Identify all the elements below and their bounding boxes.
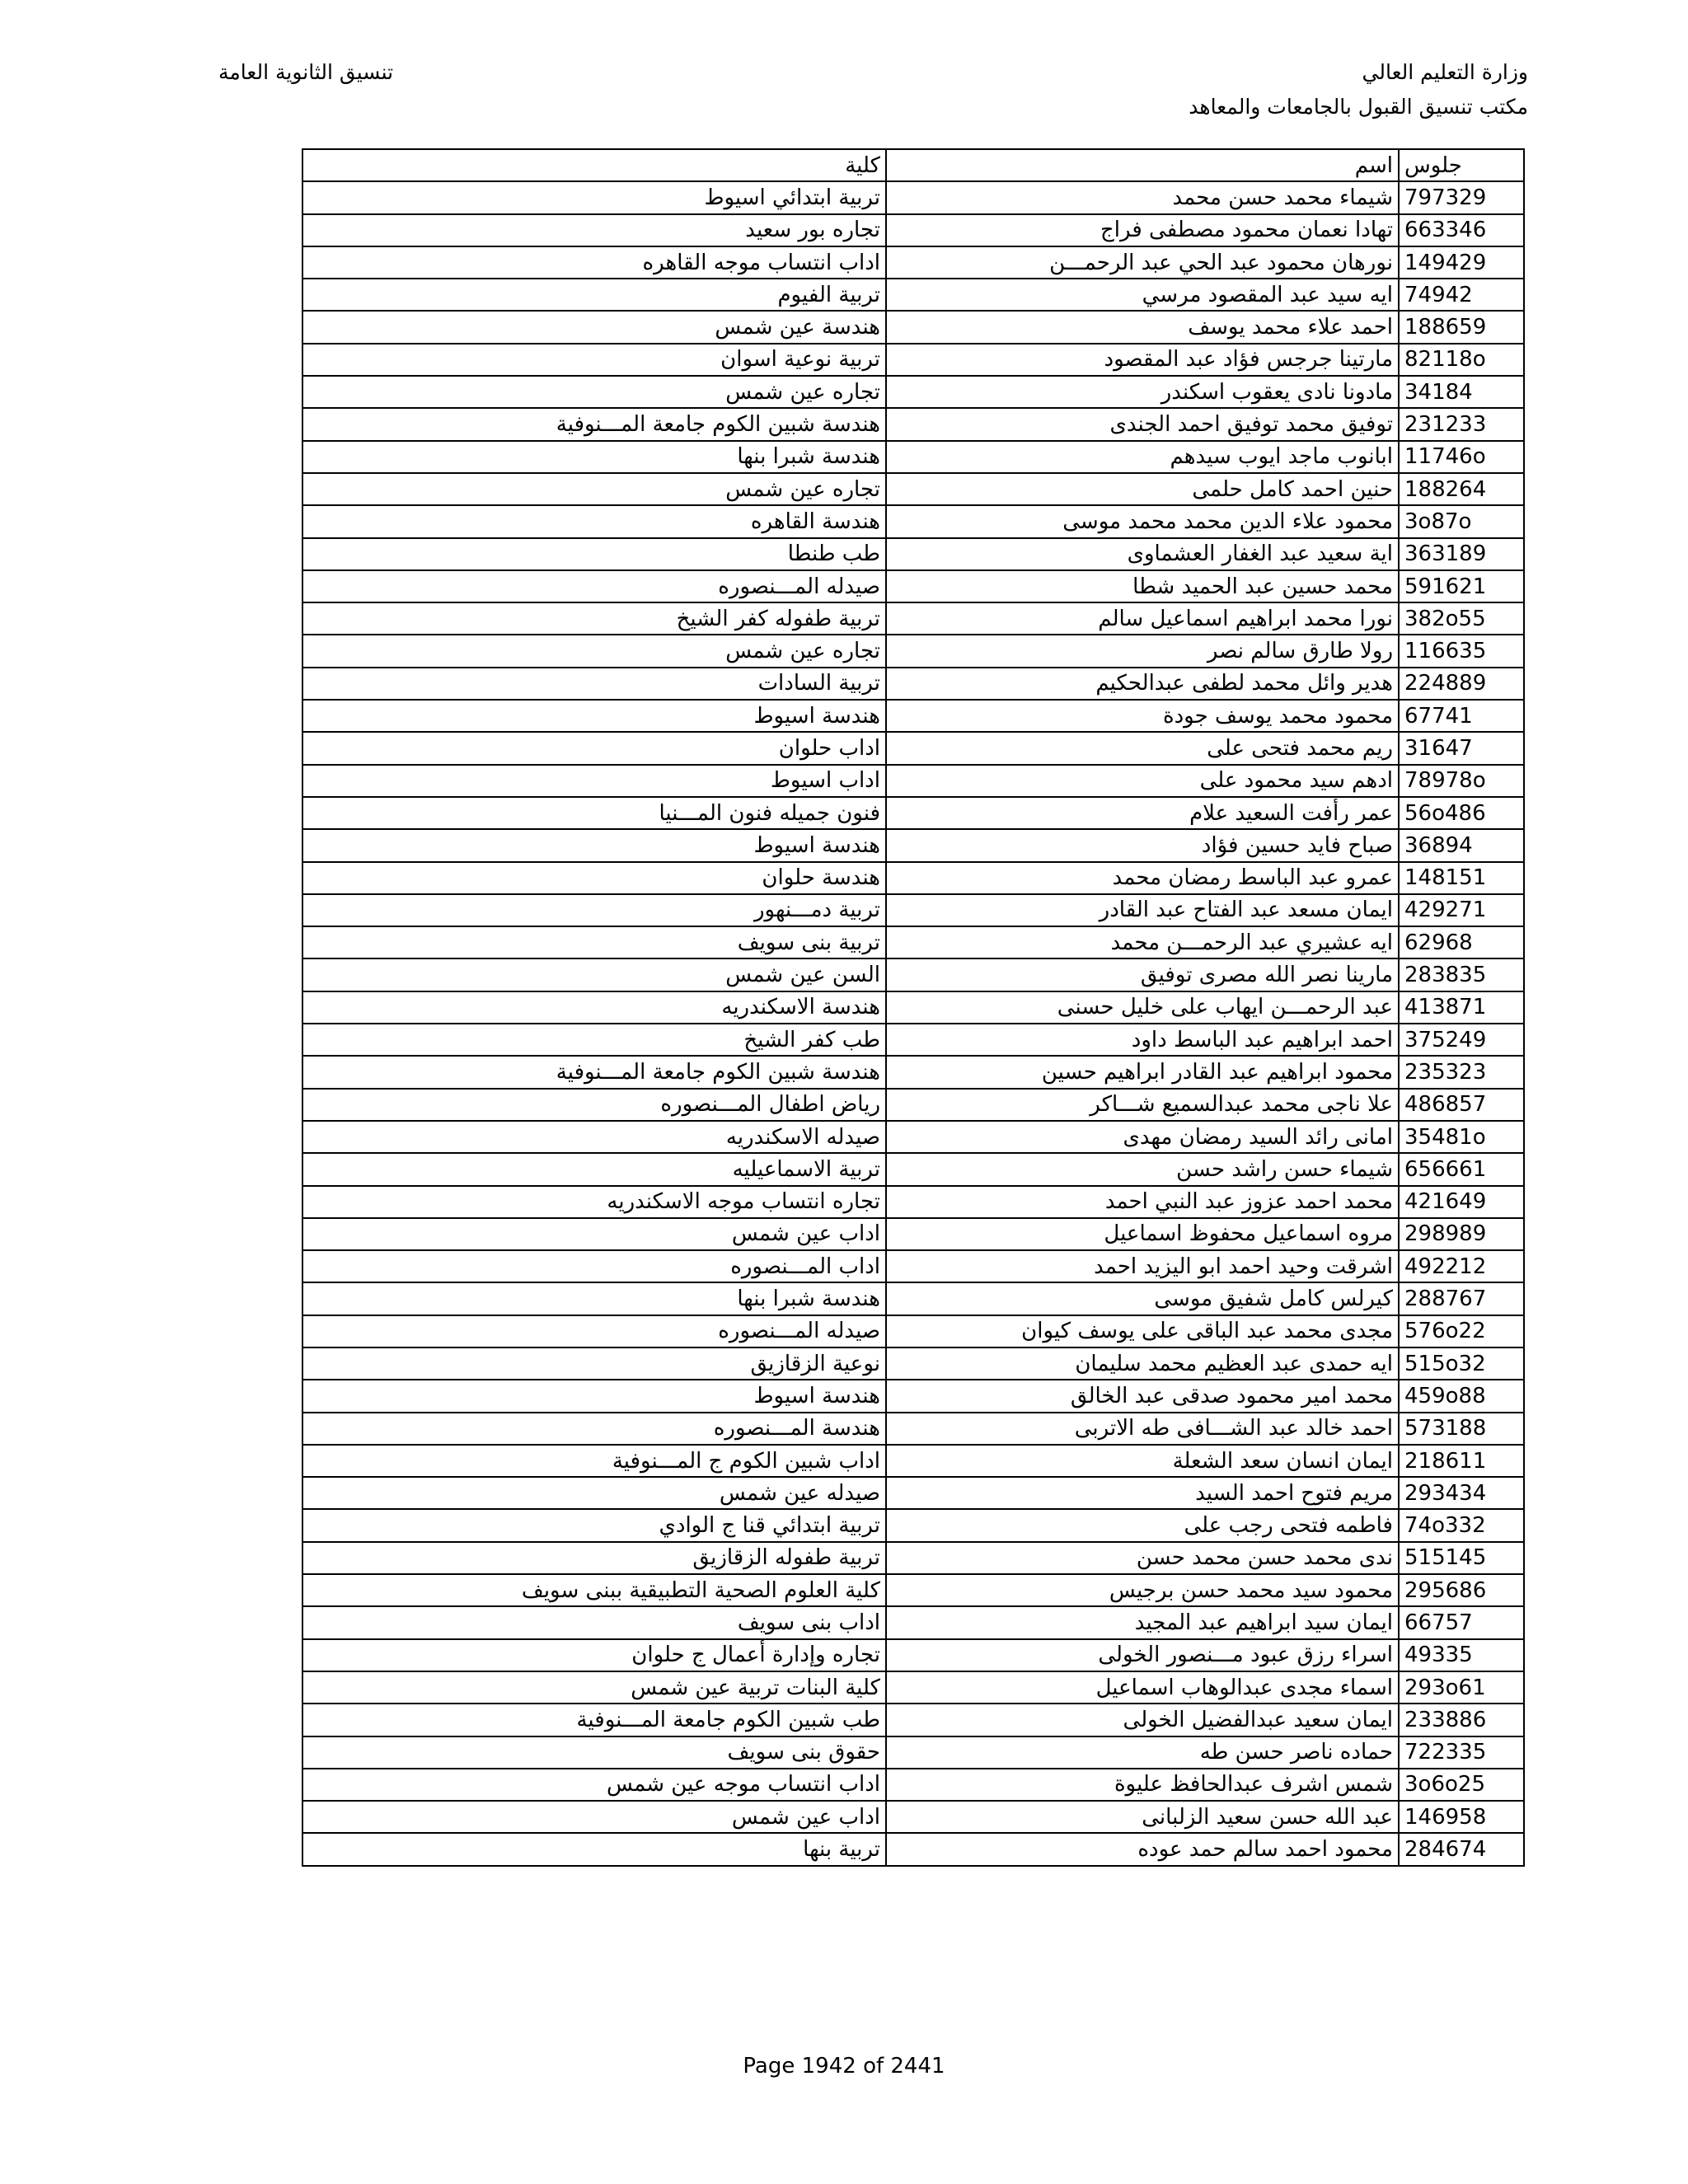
cell-seat: 74942 <box>1399 279 1524 311</box>
cell-faculty: تربية ابتدائي اسيوط <box>302 181 886 213</box>
cell-name: محمد حسين عبد الحميد شطا <box>886 570 1399 602</box>
cell-seat: 722335 <box>1399 1736 1524 1769</box>
cell-name: محمد امير محمود صدقى عبد الخالق <box>886 1380 1399 1412</box>
cell-faculty: تجاره انتساب موجه الاسكندريه <box>302 1186 886 1218</box>
cell-seat: 486857 <box>1399 1089 1524 1121</box>
table-row <box>302 700 1524 732</box>
table-row <box>302 473 1524 505</box>
table-row <box>302 1542 1524 1574</box>
table-row <box>302 1153 1524 1185</box>
cell-faculty: تربية بنها <box>302 1833 886 1865</box>
table-row <box>302 311 1524 343</box>
cell-faculty: كلية البنات تربية عين شمس <box>302 1671 886 1704</box>
cell-seat: 284674 <box>1399 1833 1524 1865</box>
cell-faculty: هندسة شبرا بنها <box>302 1282 886 1315</box>
cell-seat: 224889 <box>1399 668 1524 700</box>
cell-name: اشرقت وحيد احمد ابو اليزيد احمد <box>886 1250 1399 1282</box>
table-row <box>302 538 1524 570</box>
cell-faculty: تجاره عين شمس <box>302 473 886 505</box>
cell-name: نورهان محمود عبد الحي عبد الرحمـــن <box>886 246 1399 279</box>
cell-name: ايمان سعيد عبدالفضيل الخولى <box>886 1704 1399 1736</box>
cell-name: ايه عشيري عبد الرحمـــن محمد <box>886 926 1399 958</box>
cell-seat: 36894 <box>1399 829 1524 861</box>
table-row <box>302 1347 1524 1380</box>
cell-faculty: هندسة اسيوط <box>302 1380 886 1412</box>
table-row <box>302 1282 1524 1315</box>
cell-faculty: تربية الفيوم <box>302 279 886 311</box>
header-seat: جلوس <box>1399 149 1524 181</box>
table-row <box>302 1089 1524 1121</box>
cell-seat: 218611 <box>1399 1445 1524 1477</box>
cell-seat: 298989 <box>1399 1218 1524 1250</box>
cell-name: مروه اسماعيل محفوظ اسماعيل <box>886 1218 1399 1250</box>
table-row <box>302 376 1524 408</box>
cell-name: مريم فتوح احمد السيد <box>886 1477 1399 1509</box>
cell-name: رولا طارق سالم نصر <box>886 635 1399 667</box>
table-row <box>302 894 1524 926</box>
table-row <box>302 1024 1524 1056</box>
cell-name: ريم محمد فتحى على <box>886 732 1399 764</box>
cell-faculty: اداب انتساب موجه عين شمس <box>302 1769 886 1801</box>
cell-faculty: رياض اطفال المـــنصوره <box>302 1089 886 1121</box>
table-row <box>302 1250 1524 1282</box>
cell-faculty: تربية طفوله كفر الشيخ <box>302 602 886 635</box>
cell-faculty: هندسة عين شمس <box>302 311 886 343</box>
table-row <box>302 1736 1524 1769</box>
cell-name: علا ناجى محمد عبدالسميع شـــاكر <box>886 1089 1399 1121</box>
cell-name: شيماء محمد حسن محمد <box>886 181 1399 213</box>
cell-seat: 591621 <box>1399 570 1524 602</box>
cell-name: حماده ناصر حسن طه <box>886 1736 1399 1769</box>
table-row <box>302 408 1524 440</box>
cell-seat: 656661 <box>1399 1153 1524 1185</box>
table-row <box>302 765 1524 797</box>
cell-seat: 233886 <box>1399 1704 1524 1736</box>
cell-seat: 576o22 <box>1399 1315 1524 1347</box>
table-row <box>302 1639 1524 1671</box>
cell-name: احمد خالد عبد الشـــافى طه الاتربى <box>886 1413 1399 1445</box>
cell-name: محمود علاء الدين محمد محمد موسى <box>886 505 1399 537</box>
table-row <box>302 1056 1524 1088</box>
table-row <box>302 505 1524 537</box>
table-row <box>302 1833 1524 1865</box>
cell-name: شمس اشرف عبدالحافظ عليوة <box>886 1769 1399 1801</box>
cell-seat: 11746o <box>1399 441 1524 473</box>
table-row <box>302 441 1524 473</box>
cell-seat: 573188 <box>1399 1413 1524 1445</box>
cell-faculty: صيدله المـــنصوره <box>302 570 886 602</box>
cell-faculty: اداب بنى سويف <box>302 1606 886 1638</box>
cell-name: هدير وائل محمد لطفى عبدالحكيم <box>886 668 1399 700</box>
cell-name: صباح فايد حسين فؤاد <box>886 829 1399 861</box>
cell-seat: 459o88 <box>1399 1380 1524 1412</box>
cell-faculty: حقوق بنى سويف <box>302 1736 886 1769</box>
cell-name: ندى محمد حسن محمد حسن <box>886 1542 1399 1574</box>
cell-faculty: السن عين شمس <box>302 958 886 991</box>
cell-seat: 663346 <box>1399 214 1524 246</box>
cell-name: محمود ابراهيم عبد القادر ابراهيم حسين <box>886 1056 1399 1088</box>
cell-faculty: تربية طفوله الزقازيق <box>302 1542 886 1574</box>
cell-seat: 293434 <box>1399 1477 1524 1509</box>
cell-seat: 288767 <box>1399 1282 1524 1315</box>
cell-faculty: تربية نوعية اسوان <box>302 344 886 376</box>
cell-name: اسراء رزق عبود مـــنصور الخولى <box>886 1639 1399 1671</box>
cell-name: مارينا نصر الله مصرى توفيق <box>886 958 1399 991</box>
cell-faculty: اداب حلوان <box>302 732 886 764</box>
cell-faculty: كلية العلوم الصحية التطبيقية ببنى سويف <box>302 1574 886 1606</box>
cell-seat: 515145 <box>1399 1542 1524 1574</box>
header-faculty: كلية <box>302 149 886 181</box>
cell-faculty: صيدله الاسكندريه <box>302 1121 886 1153</box>
table-row <box>302 1380 1524 1412</box>
cell-faculty: تربية الاسماعيليه <box>302 1153 886 1185</box>
table-row <box>302 1509 1524 1541</box>
cell-name: ايه حمدى عبد العظيم محمد سليمان <box>886 1347 1399 1380</box>
table-row <box>302 279 1524 311</box>
cell-name: تهادا نعمان محمود مصطفى فراج <box>886 214 1399 246</box>
cell-name: حنين احمد كامل حلمى <box>886 473 1399 505</box>
cell-faculty: نوعية الزقازيق <box>302 1347 886 1380</box>
cell-seat: 413871 <box>1399 991 1524 1024</box>
cell-seat: 188264 <box>1399 473 1524 505</box>
table-row <box>302 732 1524 764</box>
table-row <box>302 991 1524 1024</box>
cell-name: مجدى محمد عبد الباقى على يوسف كيوان <box>886 1315 1399 1347</box>
page-number: Page 1942 of 2441 <box>743 2054 945 2079</box>
cell-faculty: اداب عين شمس <box>302 1801 886 1833</box>
cell-faculty: هندسة شبين الكوم جامعة المـــنوفية <box>302 1056 886 1088</box>
cell-faculty: اداب انتساب موجه القاهره <box>302 246 886 279</box>
cell-name: احمد علاء محمد يوسف <box>886 311 1399 343</box>
cell-faculty: هندسة شبرا بنها <box>302 441 886 473</box>
cell-name: عبد الله حسن سعيد الزلبانى <box>886 1801 1399 1833</box>
cell-name: مادونا نادى يعقوب اسكندر <box>886 376 1399 408</box>
cell-name: محمود محمد يوسف جودة <box>886 700 1399 732</box>
table-row <box>302 1315 1524 1347</box>
table-row <box>302 1606 1524 1638</box>
cell-faculty: تجاره عين شمس <box>302 376 886 408</box>
cell-seat: 293o61 <box>1399 1671 1524 1704</box>
table-row <box>302 862 1524 894</box>
cell-name: ايمان مسعد عبد الفتاح عبد القادر <box>886 894 1399 926</box>
cell-faculty: هندسة حلوان <box>302 862 886 894</box>
cell-seat: 146958 <box>1399 1801 1524 1833</box>
cell-seat: 56o486 <box>1399 797 1524 829</box>
cell-seat: 363189 <box>1399 538 1524 570</box>
cell-faculty: اداب اسيوط <box>302 765 886 797</box>
cell-seat: 78978o <box>1399 765 1524 797</box>
cell-faculty: اداب المـــنصوره <box>302 1250 886 1282</box>
header-name: اسم <box>886 149 1399 181</box>
cell-seat: 235323 <box>1399 1056 1524 1088</box>
cell-name: اية سعيد عبد الغفار العشماوى <box>886 538 1399 570</box>
cell-faculty: هندسة شبين الكوم جامعة المـــنوفية <box>302 408 886 440</box>
cell-name: شيماء حسن راشد حسن <box>886 1153 1399 1185</box>
cell-faculty: تربية السادات <box>302 668 886 700</box>
results-table <box>302 148 1525 1867</box>
cell-faculty: تربية دمـــنهور <box>302 894 886 926</box>
coordination-title: تنسيق الثانوية العامة <box>218 60 394 84</box>
cell-faculty: طب كفر الشيخ <box>302 1024 886 1056</box>
table-row <box>302 668 1524 700</box>
cell-seat: 116635 <box>1399 635 1524 667</box>
table-row <box>302 181 1524 213</box>
office-title: مكتب تنسيق القبول بالجامعات والمعاهد <box>1189 95 1528 119</box>
table-row <box>302 1121 1524 1153</box>
cell-seat: 149429 <box>1399 246 1524 279</box>
cell-faculty: تربية ابتدائي قنا ج الوادي <box>302 1509 886 1541</box>
cell-faculty: صيدله عين شمس <box>302 1477 886 1509</box>
cell-name: ايه سيد عبد المقصود مرسي <box>886 279 1399 311</box>
table-row <box>302 635 1524 667</box>
cell-faculty: هندسة القاهره <box>302 505 886 537</box>
cell-seat: 3o6o25 <box>1399 1769 1524 1801</box>
table-row <box>302 1671 1524 1704</box>
cell-name: ايمان سيد ابراهيم عبد المجيد <box>886 1606 1399 1638</box>
cell-seat: 188659 <box>1399 311 1524 343</box>
cell-name: ايمان انسان سعد الشعلة <box>886 1445 1399 1477</box>
cell-name: نورا محمد ابراهيم اسماعيل سالم <box>886 602 1399 635</box>
cell-name: عمر رأفت السعيد علام <box>886 797 1399 829</box>
table-row <box>302 1413 1524 1445</box>
cell-name: عمرو عبد الباسط رمضان محمد <box>886 862 1399 894</box>
table-row <box>302 602 1524 635</box>
table-row <box>302 1186 1524 1218</box>
cell-seat: 797329 <box>1399 181 1524 213</box>
cell-faculty: اداب عين شمس <box>302 1218 886 1250</box>
cell-seat: 34184 <box>1399 376 1524 408</box>
cell-faculty: طب شبين الكوم جامعة المـــنوفية <box>302 1704 886 1736</box>
cell-faculty: هندسة الاسكندريه <box>302 991 886 1024</box>
table-row <box>302 958 1524 991</box>
cell-seat: 492212 <box>1399 1250 1524 1282</box>
table-row <box>302 214 1524 246</box>
table-row <box>302 1445 1524 1477</box>
cell-seat: 295686 <box>1399 1574 1524 1606</box>
cell-seat: 429271 <box>1399 894 1524 926</box>
table-row <box>302 246 1524 279</box>
cell-faculty: طب طنطا <box>302 538 886 570</box>
cell-seat: 66757 <box>1399 1606 1524 1638</box>
cell-seat: 421649 <box>1399 1186 1524 1218</box>
cell-seat: 49335 <box>1399 1639 1524 1671</box>
cell-seat: 35481o <box>1399 1121 1524 1153</box>
cell-seat: 515o32 <box>1399 1347 1524 1380</box>
cell-faculty: هندسة اسيوط <box>302 829 886 861</box>
cell-name: احمد ابراهيم عبد الباسط داود <box>886 1024 1399 1056</box>
cell-name: كيرلس كامل شفيق موسى <box>886 1282 1399 1315</box>
cell-seat: 62968 <box>1399 926 1524 958</box>
table-row <box>302 829 1524 861</box>
cell-name: محمد احمد عزوز عبد النبي احمد <box>886 1186 1399 1218</box>
cell-seat: 3o87o <box>1399 505 1524 537</box>
table-row <box>302 570 1524 602</box>
cell-faculty: هندسة المـــنصوره <box>302 1413 886 1445</box>
cell-faculty: تجاره بور سعيد <box>302 214 886 246</box>
cell-faculty: فنون جميله فنون المـــنيا <box>302 797 886 829</box>
cell-faculty: صيدله المـــنصوره <box>302 1315 886 1347</box>
table-row <box>302 1574 1524 1606</box>
cell-name: اسماء مجدى عبدالوهاب اسماعيل <box>886 1671 1399 1704</box>
table-row <box>302 926 1524 958</box>
table-row <box>302 344 1524 376</box>
table-header-row <box>302 149 1524 181</box>
table-row <box>302 1769 1524 1801</box>
ministry-title: وزارة التعليم العالي <box>1362 60 1528 84</box>
table-row <box>302 1801 1524 1833</box>
cell-faculty: هندسة اسيوط <box>302 700 886 732</box>
cell-name: مارتينا جرجس فؤاد عبد المقصود <box>886 344 1399 376</box>
cell-seat: 74o332 <box>1399 1509 1524 1541</box>
cell-name: توفيق محمد توفيق احمد الجندى <box>886 408 1399 440</box>
cell-name: ابانوب ماجد ايوب سيدهم <box>886 441 1399 473</box>
cell-seat: 375249 <box>1399 1024 1524 1056</box>
cell-name: عبد الرحمـــن ايهاب على خليل حسنى <box>886 991 1399 1024</box>
cell-name: محمود سيد محمد حسن برجيس <box>886 1574 1399 1606</box>
cell-name: ادهم سيد محمود على <box>886 765 1399 797</box>
table-row <box>302 1218 1524 1250</box>
cell-faculty: تجاره عين شمس <box>302 635 886 667</box>
table-row <box>302 1704 1524 1736</box>
cell-faculty: تربية بنى سويف <box>302 926 886 958</box>
table-row <box>302 797 1524 829</box>
cell-name: محمود احمد سالم حمد عوده <box>886 1833 1399 1865</box>
cell-seat: 148151 <box>1399 862 1524 894</box>
cell-name: امانى رائد السيد رمضان مهدى <box>886 1121 1399 1153</box>
table-row <box>302 1477 1524 1509</box>
cell-faculty: تجاره وإدارة أعمال ج حلوان <box>302 1639 886 1671</box>
cell-seat: 67741 <box>1399 700 1524 732</box>
cell-seat: 283835 <box>1399 958 1524 991</box>
cell-name: فاطمه فتحى رجب على <box>886 1509 1399 1541</box>
cell-seat: 231233 <box>1399 408 1524 440</box>
cell-faculty: اداب شبين الكوم ج المـــنوفية <box>302 1445 886 1477</box>
cell-seat: 382o55 <box>1399 602 1524 635</box>
cell-seat: 82118o <box>1399 344 1524 376</box>
cell-seat: 31647 <box>1399 732 1524 764</box>
